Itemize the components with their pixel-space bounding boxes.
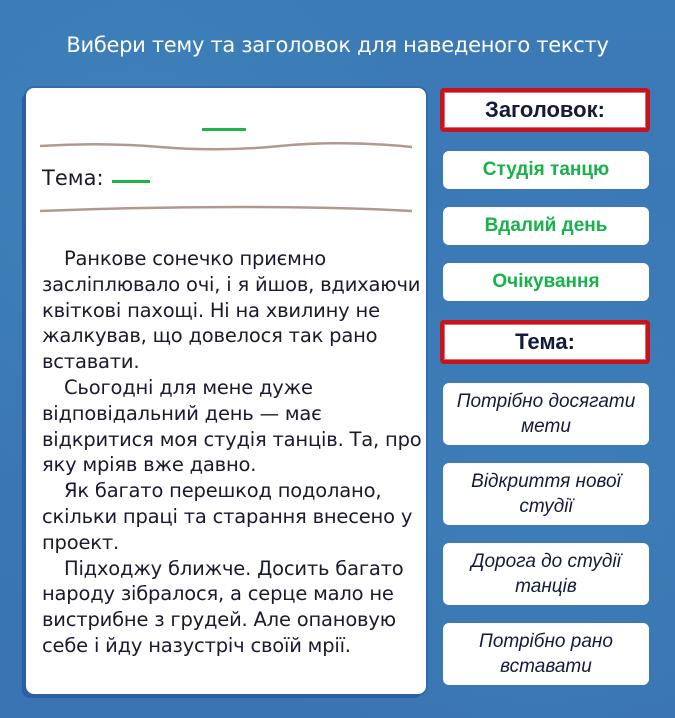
divider-line — [40, 142, 412, 152]
paragraph: Підходжу ближче. Досить багато народу зібралося, а серце мало не вистрибне з грудей. Але опановую себе і йду назустріч своїй мрії. — [42, 556, 404, 657]
theme-option-2[interactable]: Відкриття нової студії — [443, 463, 649, 525]
theme-label: Тема: — [42, 166, 150, 190]
theme-option-1[interactable]: Потрібно досягати мети — [443, 383, 649, 445]
paragraph: Ранкове сонечко приємно засліплювало очі, і я йшов, вдихаючи квіткові пахощі. Ні на хвилину не жалкував, що довелося так рано вставати. — [42, 247, 421, 374]
title-option-1[interactable]: Студія танцю — [443, 151, 649, 189]
theme-section-header: Тема: — [440, 320, 650, 364]
instruction-title: Вибери тему та заголовок для наведеного тексту — [66, 33, 609, 57]
story-text — [42, 246, 422, 659]
theme-blank-slot[interactable] — [112, 180, 150, 183]
title-option-3[interactable]: Очікування — [443, 263, 649, 301]
divider-line — [40, 204, 412, 214]
paragraph: Як багато перешкод подолано, скільки праці та старання внесено у проект. — [42, 479, 413, 554]
title-section-header: Заголовок: — [440, 88, 650, 132]
title-option-2[interactable]: Вдалий день — [443, 207, 649, 245]
theme-option-3[interactable]: Дорога до студії танців — [443, 543, 649, 605]
paragraph: Сьогодні для мене дуже відповідальний день — має відкритися моя студія танців. Та, про яку мріяв вже давно. — [42, 375, 422, 477]
text-card — [26, 88, 426, 694]
theme-option-4[interactable]: Потрібно рано вставати — [443, 623, 649, 685]
title-blank-slot[interactable] — [202, 128, 246, 131]
